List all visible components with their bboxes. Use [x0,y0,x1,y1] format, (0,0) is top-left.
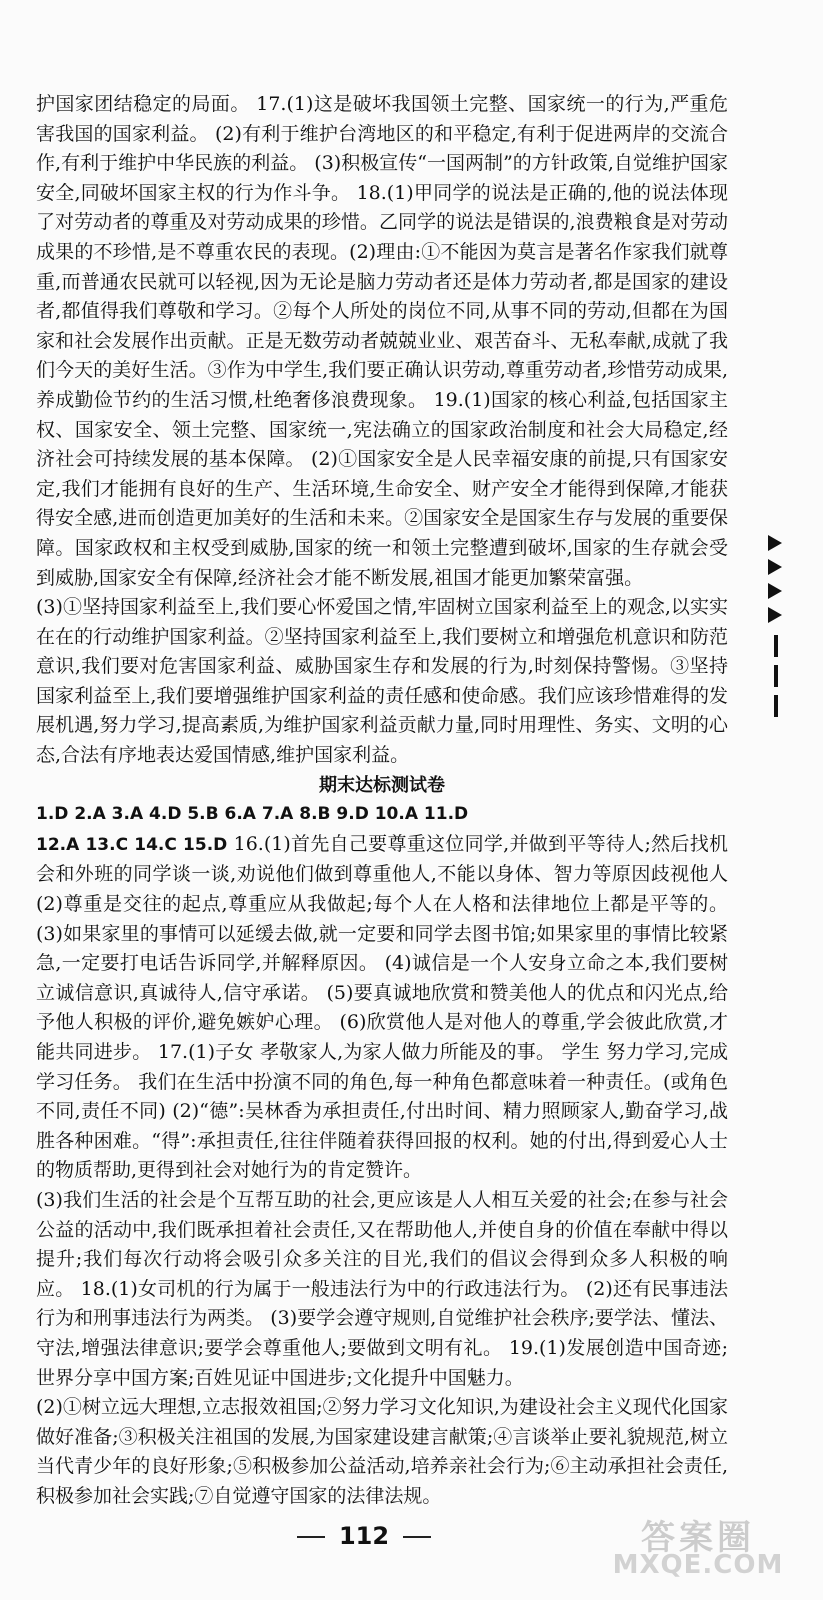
answer-key-line-1: 1.D 2.A 3.A 4.D 5.B 6.A 7.A 8.B 9.D 10.A 11.D [36,804,469,825]
paragraph-1: 护国家团结稳定的局面。 17.(1)这是破坏我国领土完整、国家统一的行为,严重危害我国的国家利益。 (2)有利于维护台湾地区的和平稳定,有利于促进两岸的交流合作,有利于维护中华民族的利益。 (3)积极宣传“一国两制”的方针政策,自觉维护国家安全,同破坏国家主权的行为作斗争。 18.(1)甲同学的说法是正确的,他的说法体现了对劳动者的尊重及对劳动成果的珍惜。乙同学的说法是错误的,浪费粮食是对劳动成果的不珍惜,是不尊重农民的表现。(2)理由:①不能因为莫言是著名作家我们就尊重,而普通农民就可以轻视,因为无论是脑力劳动者还是体力劳动者,都是国家的建设者,都值得我们尊敬和学习。②每个人所处的岗位不同,从事不同的劳动,但都在为国家和社会发展作出贡献。正是无数劳动者兢兢业业、艰苦奋斗、无私奉献,成就了我们今天的美好生活。③作为中学生,我们要正确认识劳动,尊重劳动者,珍惜劳动成果,养成勤俭节约的生活习惯,杜绝奢侈浪费现象。 19.(1)国家的核心利益,包括国家主权、国家安全、领土完整、国家统一,宪法确立的国家政治制度和社会大局稳定,经济社会可持续发展的基本保障。 (2)①国家安全是人民幸福安康的前提,只有国家安定,我们才能拥有良好的生产、生活环境,生命安全、财产安全才能得到保障,才能获得安全感,进而创造更加美好的生活和未来。②国家安全是国家生存与发展的重要保障。国家政权和主权受到威胁,国家的统一和领土完整遭到破坏,国家的生存就会受到威胁,国家安全有保障,经济社会才能不断发展,祖国才能更加繁荣富强。 [36,93,728,589]
dash-left [297,1536,325,1538]
triangle-marker-icon [768,559,782,575]
watermark-url: MXQE.COM [612,1550,784,1580]
tick-mark [774,665,778,687]
section-title: 期末达标测试卷 [319,774,445,796]
watermark-logo [593,1510,803,1580]
triangle-marker-icon [768,607,782,623]
answer-key-line-2: 12.A 13.C 14.C 15.D [36,834,228,855]
binding-marks [760,535,800,735]
paragraph-2: (3)①坚持国家利益至上,我们要心怀爱国之情,牢固树立国家利益至上的观念,以实实在在的行动维护国家利益。②坚持国家利益至上,我们要树立和增强危机意识和防范意识,我们要对危害国家利益、威胁国家生存和发展的行为,时刻保持警惕。③坚持国家利益至上,我们要增强维护国家利益的责任感和使命感。我们应该珍惜难得的发展机遇,努力学习,提高素质,为维护国家利益贡献力量,同时用理性、务实、文明的心态,合法有序地表达爱国情感,维护国家利益。 [36,596,728,767]
watermark-title: 答案圈 [641,1518,755,1558]
paragraph-5: (2)①树立远大理想,立志报效祖国;②努力学习文化知识,为建设社会主义现代化国家做好准备;③积极关注祖国的发展,为国家建设建言献策;④言谈举止要礼貌规范,树立当代青少年的良好形象;⑤积极参加公益活动,培养亲社会行为;⑥主动承担社会责任,积极参加社会实践;⑦自觉遵守国家的法律法规。 [36,1396,728,1507]
page-number-value: 112 [338,1522,390,1550]
dash-right [403,1536,431,1538]
triangle-marker-icon [768,535,782,551]
tick-mark [774,695,778,717]
triangle-marker-icon [768,583,782,599]
tick-mark [774,635,778,657]
paragraph-4: (3)我们生活的社会是个互帮互助的社会,更应该是人人相互关爱的社会;在参与社会公益的活动中,我们既承担着社会责任,又在帮助他人,并使自身的价值在奉献中得以提升;我们每次行动将会吸引众多关注的目光,我们的倡议会得到众多人积极的响应。 18.(1)女司机的行为属于一般违法行为中的行政违法行为。 (2)还有民事违法行为和刑事违法行为两类。 (3)要学会遵守规则,自觉维护社会秩序;要学法、懂法、守法,增强法律意识;要学会尊重他人;要做到文明有礼。 19.(1)发展创造中国奇迹;世界分享中国方案;百姓见证中国进步;文化提升中国魅力。 [36,1188,728,1389]
answer-text-block [36,90,728,1512]
paragraph-3 [36,830,728,1186]
paragraph-3-text: 16.(1)首先自己要尊重这位同学,并做到平等待人;然后找机会和外班的同学谈一谈,劝说他们做到尊重他人,不能以身体、智力等原因歧视他人 (2)尊重是交往的起点,尊重应从我做起;每个人在人格和法律地位上都是平等的。 (3)如果家里的事情可以延缓去做,就一定要和同学去图书馆;如果家里的事情比较紧急,一定要打电话告诉同学,并解释原因。 (4)诚信是一个人安身立命之本,我们要树立诚信意识,真诚待人,信守承诺。 (5)要真诚地欣赏和赞美他人的优点和闪光点,给予他人积极的评价,避免嫉妒心理。 (6)欣赏他人是对他人的尊重,学会彼此欣赏,才能共同进步。 17.(1)子女 孝敬家人,为家人做力所能及的事。 学生 努力学习,完成学习任务。 我们在生活中扮演不同的角色,每一种角色都意味着一种责任。(或角色不同,责任不同) (2)“德”:吴林香为承担责任,付出时间、精力照顾家人,勤奋学习,战胜各种困难。“得”:承担责任,往往伴随着获得回报的权利。她的付出,得到爱心人士的物质帮助,更得到社会对她行为的肯定赞许。 [36,832,729,1182]
